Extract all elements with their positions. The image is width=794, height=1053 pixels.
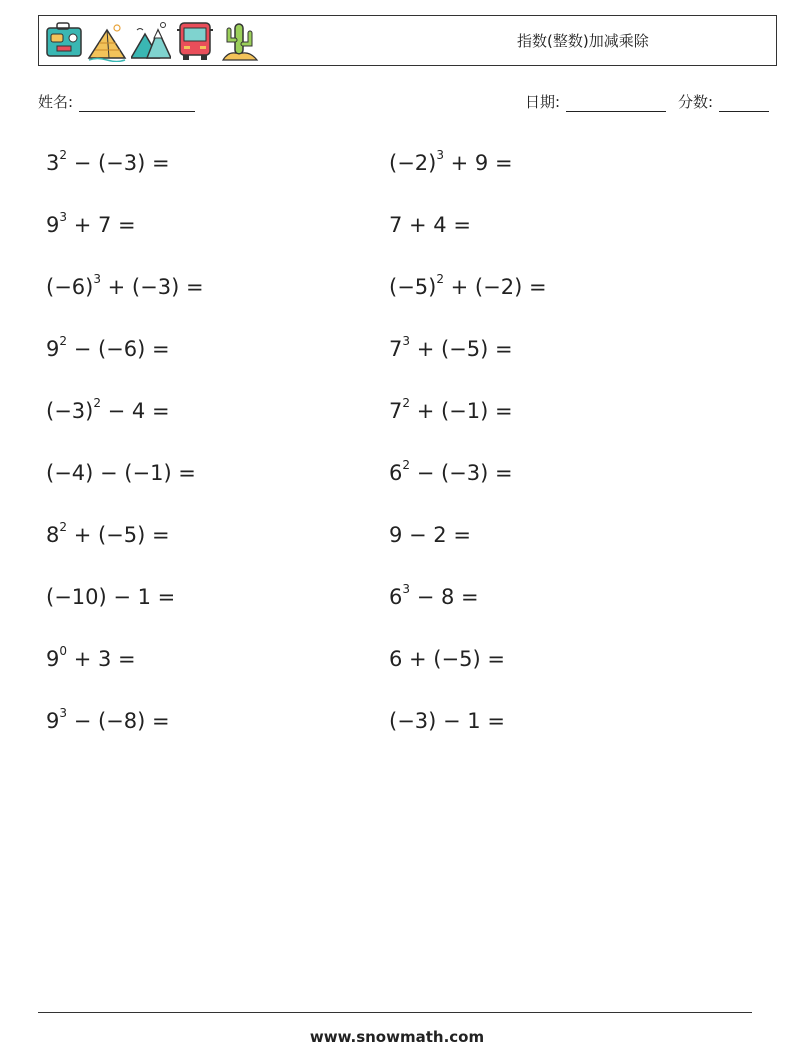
problem-rest: − (−6) =: [67, 337, 170, 361]
problem-exponent: 3: [59, 210, 68, 224]
suitcase-icon: [43, 20, 83, 62]
problem-item: [46, 522, 170, 548]
header-icons: [43, 20, 259, 62]
problem-base: 6 + (−5) =: [389, 647, 505, 671]
name-blank[interactable]: [79, 95, 195, 112]
score-field: [678, 92, 769, 112]
problem-base: 6: [389, 461, 403, 485]
date-field: [525, 92, 666, 112]
problem-rest: − 8 =: [410, 585, 479, 609]
worksheet-title: 指数(整数)加减乘除: [517, 32, 649, 50]
problem-rest: − 4 =: [100, 399, 170, 423]
problem-base: 9: [46, 647, 60, 671]
problem-item: [389, 150, 513, 176]
problem-base: (−10) − 1 =: [46, 585, 176, 609]
mountains-icon: [131, 20, 171, 62]
problem-rest: + 7 =: [67, 213, 136, 237]
problem-base: 9: [46, 337, 60, 361]
problem-exponent: 2: [93, 396, 101, 410]
problem-exponent: 2: [436, 272, 444, 286]
problem-rest: − (−3) =: [67, 151, 170, 175]
problem-item: [389, 584, 479, 610]
problem-item: [389, 522, 471, 548]
problem-item: [389, 274, 547, 300]
problem-item: [46, 460, 196, 486]
problem-item: [46, 584, 175, 610]
problem-base: 9: [46, 213, 60, 237]
problem-exponent: 3: [402, 334, 411, 348]
problem-rest: + (−5) =: [67, 523, 170, 547]
date-blank[interactable]: [566, 95, 666, 112]
problem-base: 3: [46, 151, 60, 175]
problem-item: [46, 646, 136, 672]
score-label: 分数:: [678, 93, 714, 111]
pyramid-icon: [87, 20, 127, 62]
problem-rest: + 9 =: [443, 151, 513, 175]
problem-base: 7 + 4 =: [389, 213, 471, 237]
problem-exponent: 2: [59, 334, 68, 348]
name-field: [38, 92, 195, 112]
problem-exponent: 2: [402, 458, 411, 472]
problem-exponent: 3: [402, 582, 411, 596]
problem-base: (−3): [46, 399, 94, 423]
problem-exponent: 3: [93, 272, 101, 286]
score-blank[interactable]: [719, 95, 769, 112]
problem-base: (−6): [46, 275, 94, 299]
problem-item: [46, 336, 170, 362]
bus-icon: [175, 20, 215, 62]
problem-exponent: 2: [59, 520, 68, 534]
problem-item: [389, 708, 505, 734]
problem-item: [46, 398, 170, 424]
problem-base: 8: [46, 523, 60, 547]
problem-rest: + (−2) =: [443, 275, 547, 299]
problem-item: [389, 460, 513, 486]
problem-exponent: 3: [436, 148, 444, 162]
problem-rest: + (−3) =: [100, 275, 204, 299]
problem-base: 6: [389, 585, 403, 609]
problem-item: [46, 212, 136, 238]
problem-item: [389, 398, 513, 424]
problem-item: [389, 336, 513, 362]
name-label: 姓名:: [38, 93, 74, 111]
date-label: 日期:: [525, 93, 561, 111]
problem-base: 7: [389, 337, 403, 361]
problem-item: [389, 646, 505, 672]
problem-rest: + (−5) =: [410, 337, 513, 361]
problem-rest: + (−1) =: [410, 399, 513, 423]
problem-base: (−4) − (−1) =: [46, 461, 196, 485]
worksheet-header: [38, 15, 777, 66]
problem-rest: − (−8) =: [67, 709, 170, 733]
problem-item: [389, 212, 471, 238]
problem-exponent: 0: [59, 644, 68, 658]
problem-base: 9 − 2 =: [389, 523, 471, 547]
problem-base: (−3) − 1 =: [389, 709, 505, 733]
footer-divider: [38, 1012, 752, 1013]
problem-rest: + 3 =: [67, 647, 136, 671]
problem-item: [46, 150, 170, 176]
problem-exponent: 2: [402, 396, 411, 410]
problem-exponent: 3: [59, 706, 68, 720]
problem-item: [46, 708, 170, 734]
problem-base: (−5): [389, 275, 437, 299]
footer-url: www.snowmath.com: [309, 1028, 485, 1046]
cactus-icon: [219, 20, 259, 62]
problem-base: 7: [389, 399, 403, 423]
problem-base: (−2): [389, 151, 437, 175]
problem-rest: − (−3) =: [410, 461, 513, 485]
problem-base: 9: [46, 709, 60, 733]
problem-item: [46, 274, 204, 300]
problem-exponent: 2: [59, 148, 68, 162]
